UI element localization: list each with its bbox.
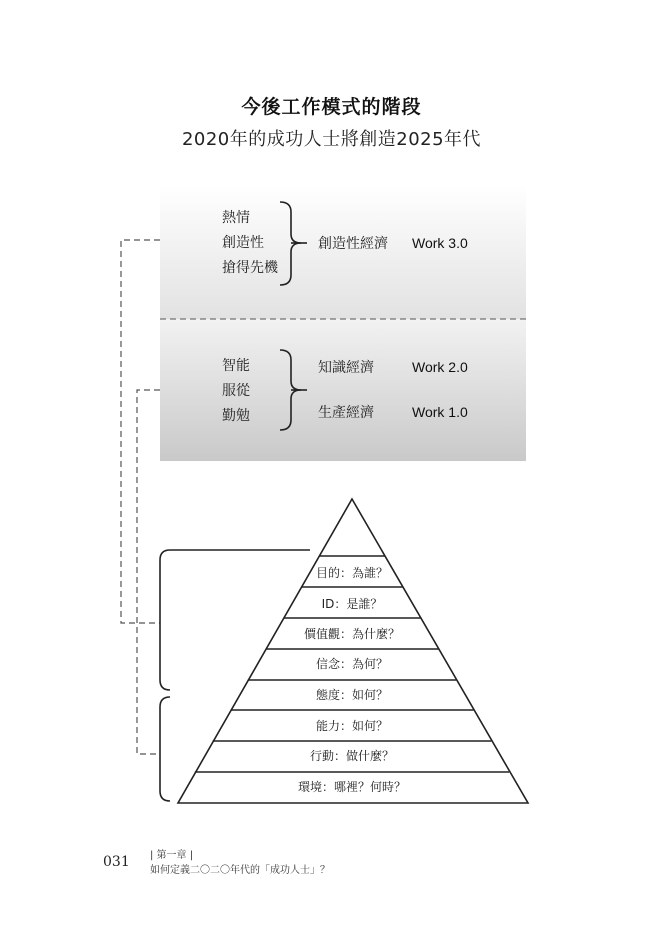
work-3-label: Work 3.0 xyxy=(412,235,468,251)
pyramid-tier-beliefs: 信念：為何？ xyxy=(315,657,389,671)
work-1-label: Work 1.0 xyxy=(412,404,468,420)
lower-trait-3: 勤勉 xyxy=(222,408,250,424)
creative-economy-label: 創造性經濟 xyxy=(318,236,388,252)
lower-panel xyxy=(160,319,526,461)
pyramid-tier-capability: 能力：如何？ xyxy=(315,719,389,733)
footer-chapter-title: 如何定義二〇二〇年代的「成功人士」？ xyxy=(150,865,330,876)
upper-trait-1: 熱情 xyxy=(222,210,250,226)
lower-trait-1: 智能 xyxy=(222,358,250,374)
page-number: 031 xyxy=(103,854,130,870)
upper-trait-3: 搶得先機 xyxy=(222,260,278,276)
upper-trait-2: 創造性 xyxy=(222,235,264,251)
pyramid-lower-bracket xyxy=(160,697,170,801)
diagram-subtitle: 2020年的成功人士將創造2025年代 xyxy=(181,129,482,150)
upper-panel xyxy=(160,185,526,319)
dashed-connector-upper xyxy=(121,240,160,623)
dashed-connector-lower xyxy=(137,390,160,754)
production-economy-label: 生產經濟 xyxy=(318,405,374,421)
pyramid-tier-identity: ID：是誰？ xyxy=(321,597,383,611)
pyramid-tier-environment: 環境：哪裡？何時？ xyxy=(297,780,407,794)
lower-trait-2: 服從 xyxy=(222,383,250,399)
pyramid-tier-values: 價值觀：為什麼？ xyxy=(303,627,401,641)
pyramid-tier-attitude: 態度：如何？ xyxy=(315,688,389,702)
pyramid-tier-behavior: 行動：做什麼？ xyxy=(309,749,395,763)
work-2-label: Work 2.0 xyxy=(412,359,468,375)
footer-chapter: | 第一章 | xyxy=(150,850,194,861)
knowledge-economy-label: 知識經濟 xyxy=(318,360,374,376)
diagram-title: 今後工作模式的階段 xyxy=(241,96,422,118)
pyramid-tier-purpose: 目的：為誰？ xyxy=(315,566,389,580)
